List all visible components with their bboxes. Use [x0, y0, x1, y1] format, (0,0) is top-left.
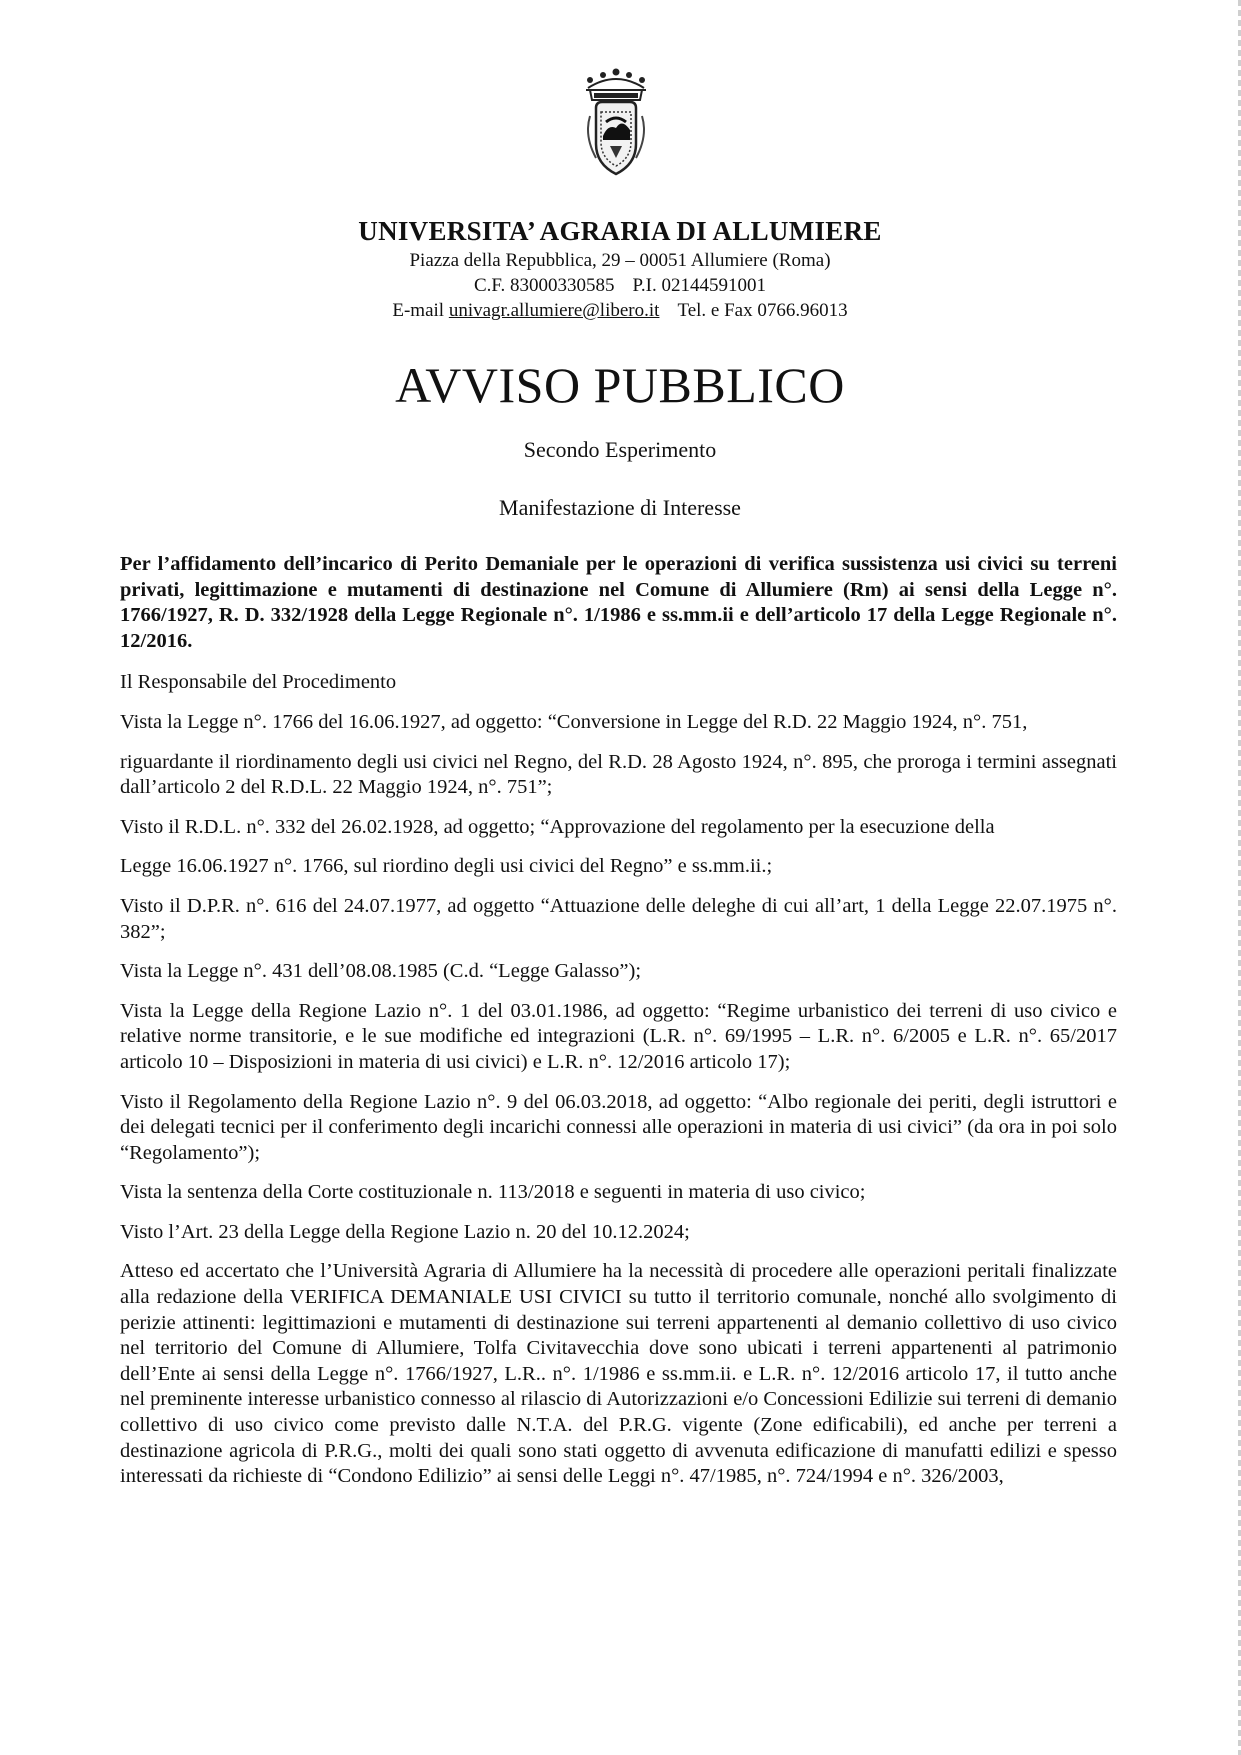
body-paragraph: Visto l’Art. 23 della Legge della Regione Lazio n. 20 del 10.12.2024;: [120, 1220, 690, 1243]
contact-line: [120, 298, 1120, 323]
fiscal-code: C.F. 83000330585: [473, 275, 615, 296]
email-link[interactable]: univagr.allumiere@libero.it: [448, 300, 660, 321]
body-paragraph: Legge 16.06.1927 n°. 1766, sul riordino degli usi civici del Regno” e ss.mm.ii.;: [120, 855, 773, 878]
body-paragraph: Vista la Legge n°. 431 dell’08.08.1985 (C.d. “Legge Galasso”);: [120, 960, 642, 983]
body-paragraph: Vista la Legge n°. 1766 del 16.06.1927, ad oggetto: “Conversione in Legge del R.D. 22 Maggio 1924, n°. 751,: [120, 710, 1028, 733]
email-label: E-mail: [392, 300, 445, 321]
subtitle-experiment: Secondo Esperimento: [523, 437, 717, 462]
tel-fax: Tel. e Fax 0766.96013: [677, 300, 848, 321]
body-paragraph: riguardante il riordinamento degli usi civici nel Regno, del R.D. 28 Agosto 1924, n°. 895, che proroga i termini assegnati dall’articolo 2 del R.D.L. 22 Maggio 1924, n°. 751”;: [120, 750, 1117, 799]
document-body: [120, 552, 1117, 1504]
coat-of-arms-logo: [576, 66, 656, 186]
body-paragraph: Atteso ed accertato che l’Università Agraria di Allumiere ha la necessità di procedere alle operazioni peritali finalizzate alla redazione della VERIFICA DEMANIALE USI CIVICI su tutto il territorio comunale, nonché allo svolgimento di perizie attinenti: legittimazioni e mutamenti di destinazione sui terreni appartenenti al demanio collettivo di uso civico nel territorio del Comune di Allumiere, Tolfa Civitavecchia dove sono ubicati i terreni appartenenti al patrimonio dell’Ente ai sensi della Legge n°. 1766/1927, L.R.. n°. 1/1986 e ss.mm.ii. e L.R. n°. 12/2016 articolo 17, il tutto anche nel preminente interesse urbanistico connesso al rilascio di Autorizzazioni e/o Concessioni Edilizie sui terreni di demanio collettivo di uso civico come previsto dalle N.T.A. del P.R.G. vigente (Zone edificabili), ed anche per terreni a destinazione agricola di P.R.G., molti dei quali sono stati oggetto di avvenuta edificazione di manufatti edilizi e spesso interessati da richieste di “Condono Edilizio” ai sensi delle Leggi n°. 47/1985, n°. 724/1994 e n°. 326/2003,: [120, 1260, 1117, 1488]
document-title: AVVISO PUBBLICO: [395, 357, 845, 413]
letterhead: [120, 214, 1120, 323]
organization-name: UNIVERSITA’ AGRARIA DI ALLUMIERE: [358, 216, 882, 246]
body-paragraph: Il Responsabile del Procedimento: [120, 671, 397, 694]
body-paragraph: Visto il R.D.L. n°. 332 del 26.02.1928, ad oggetto; “Approvazione del regolamento per la esecuzione della: [120, 815, 995, 838]
fiscal-codes-line: [120, 273, 1120, 298]
address-line: Piazza della Repubblica, 29 – 00051 Allumiere (Roma): [409, 250, 831, 271]
body-paragraph: Visto il Regolamento della Regione Lazio n°. 9 del 06.03.2018, ad oggetto: “Albo regionale dei periti, degli istruttori e dei delegati tecnici per il conferimento degli incarichi connessi alle operazioni in materia di usi civici” (da ora in poi solo “Regolamento”);: [120, 1090, 1117, 1164]
body-paragraph: Vista la Legge della Regione Lazio n°. 1 del 03.01.1986, ad oggetto: “Regime urbanistico dei terreni di uso civico e relative norme transitorie, e le sue modifiche ed integrazioni (L.R. n°. 69/1995 – L.R. n°. 6/2005 e L.R. n°. 65/2017 articolo 10 – Disposizioni in materia di usi civici) e L.R. n°. 12/2016 articolo 17);: [120, 999, 1117, 1073]
subtitle-interest: Manifestazione di Interesse: [499, 495, 741, 520]
body-paragraph: Vista la sentenza della Corte costituzionale n. 113/2018 e seguenti in materia di uso civico;: [120, 1181, 866, 1204]
body-paragraph: Visto il D.P.R. n°. 616 del 24.07.1977, ad oggetto “Attuazione delle deleghe di cui all’art, 1 della Legge 22.07.1975 n°. 382”;: [120, 894, 1117, 943]
lead-paragraph: Per l’affidamento dell’incarico di Perito Demaniale per le operazioni di verifica sussistenza usi civici su terreni privati, legittimazione e mutamenti di destinazione nel Comune di Allumiere (Rm) ai sensi della Legge n°. 1766/1927, R. D. 332/1928 della Legge Regionale n°. 1/1986 e ss.mm.ii e dell’articolo 17 della Legge Regionale n°. 12/2016.: [120, 553, 1117, 652]
vat-number: P.I. 02144591001: [632, 275, 766, 296]
